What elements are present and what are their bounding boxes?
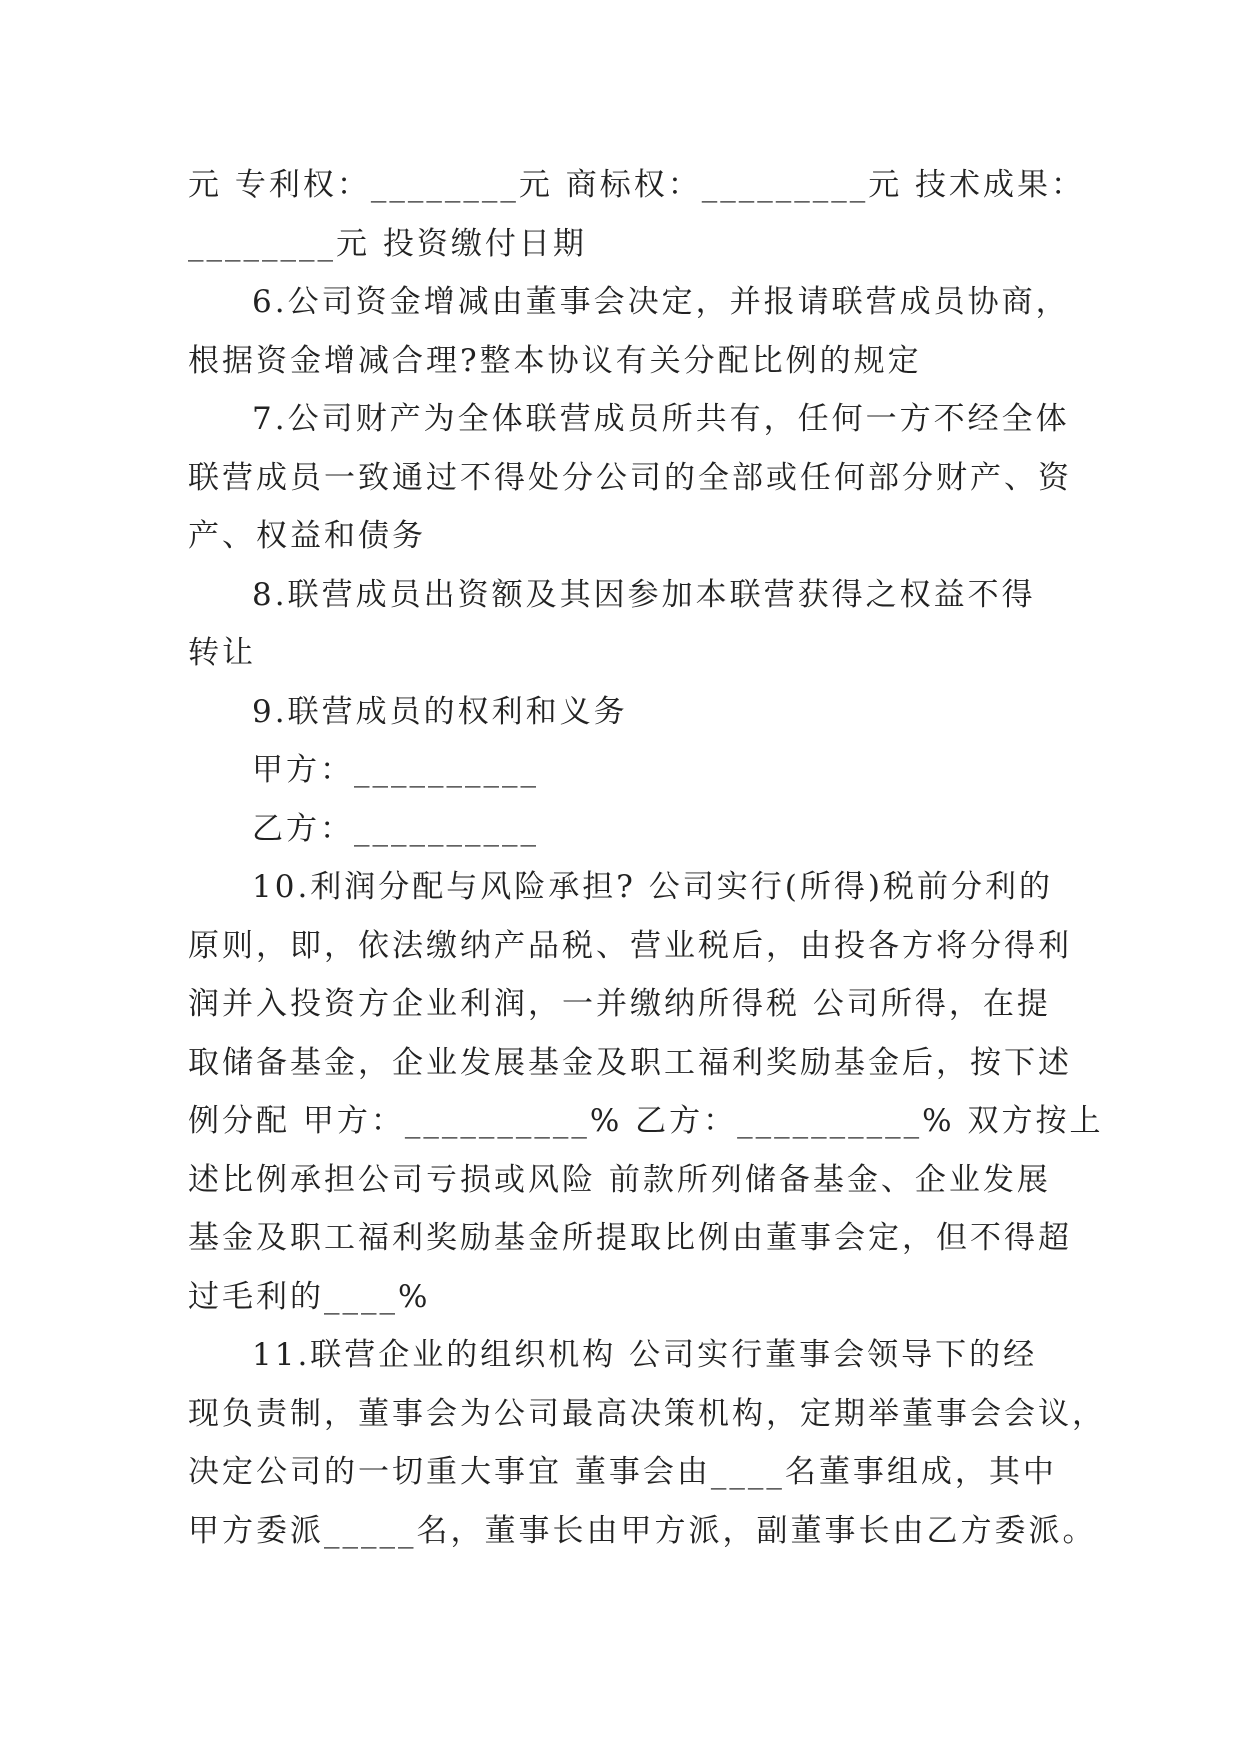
text-line: 元 专利权：________元 商标权：_________元 技术成果： xyxy=(188,167,1086,203)
text-line: 转让 xyxy=(188,635,256,671)
text-line: 产、权益和债务 xyxy=(188,518,426,554)
contract-text xyxy=(188,156,1106,1560)
text-line: 过毛利的____% xyxy=(188,1278,431,1315)
party-b-line: 乙方：__________ xyxy=(252,810,539,847)
clause-9-line: 9.联营成员的权利和义务 xyxy=(252,693,628,730)
clause-8-line: 8.联营成员出资额及其因参加本联营获得之权益不得 xyxy=(252,576,1036,613)
clause-10-line: 10.利润分配与风险承担? 公司实行(所得)税前分利的 xyxy=(252,869,1053,905)
text-line: 取储备基金，企业发展基金及职工福利奖励基金后，按下述 xyxy=(188,1044,1072,1081)
clause-7-line: 7.公司财产为全体联营成员所共有，任何一方不经全体 xyxy=(252,401,1070,437)
text-line: 联营成员一致通过不得处分公司的全部或任何部分财产、资 xyxy=(188,459,1072,496)
text-line: 述比例承担公司亏损或风险 前款所列储备基金、企业发展 xyxy=(188,1161,1051,1198)
text-line: ________元 投资缴付日期 xyxy=(188,225,587,262)
text-line: 原则，即，依法缴纳产品税、营业税后，由投各方将分得利 xyxy=(188,927,1072,964)
text-line: 例分配 甲方：__________% 乙方：__________% 双方按上 xyxy=(188,1103,1104,1139)
text-line: 现负责制，董事会为公司最高决策机构，定期举董事会会议， xyxy=(188,1395,1106,1432)
text-line: 根据资金增减合理?整本协议有关分配比例的规定 xyxy=(188,342,922,379)
text-line: 润并入投资方企业利润，一并缴纳所得税 公司所得，在提 xyxy=(188,986,1051,1022)
clause-11-line: 11.联营企业的组织机构 公司实行董事会领导下的经 xyxy=(252,1337,1038,1373)
text-line: 决定公司的一切重大事宜 董事会由____名董事组成，其中 xyxy=(188,1454,1057,1490)
text-line: 甲方委派_____名，董事长由甲方派，副董事长由乙方委派。 xyxy=(188,1512,1097,1549)
text-line: 基金及职工福利奖励基金所提取比例由董事会定，但不得超 xyxy=(188,1220,1072,1256)
clause-6-line: 6.公司资金增减由董事会决定，并报请联营成员协商， xyxy=(252,284,1070,320)
party-a-line: 甲方：__________ xyxy=(252,752,539,788)
